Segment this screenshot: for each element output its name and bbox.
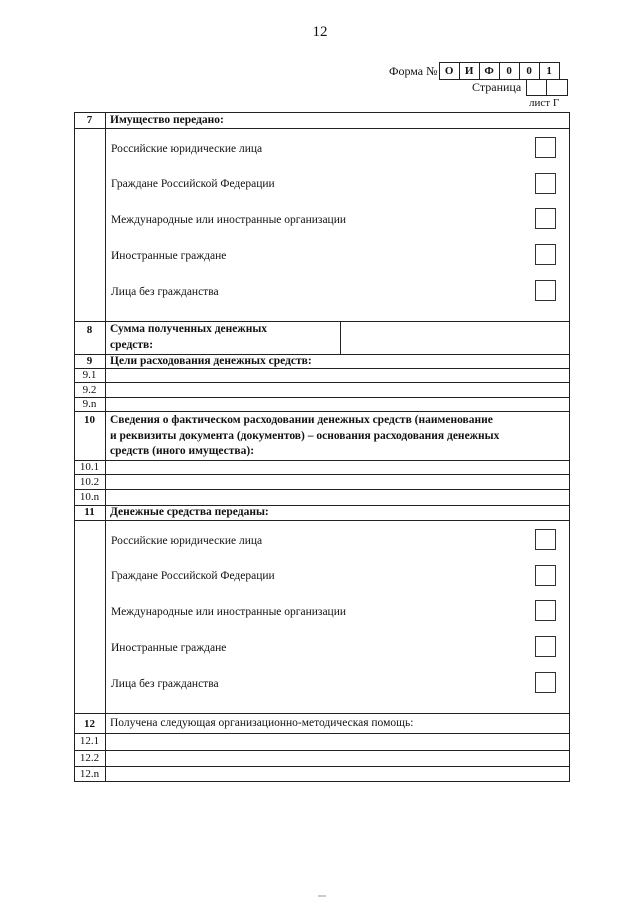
page-label: Страница [472, 80, 522, 94]
section-10-title-line1: Сведения о фактическом расходовании денежных средств (наименование [110, 414, 493, 426]
section-12-row-number: 12.2 [79, 752, 100, 764]
section-7-checkbox[interactable] [535, 173, 556, 194]
section-10-number: 10 [84, 414, 95, 426]
section-9-row-number: 9.n [82, 398, 97, 410]
section-9-title: Цели расходования денежных средств: [110, 355, 312, 367]
form-code-cell[interactable]: И [459, 62, 480, 80]
section-7-option: Российские юридические лица [111, 143, 263, 155]
section-11-checkbox[interactable] [535, 565, 556, 586]
scan-artifact [318, 895, 326, 897]
form-code [389, 62, 560, 80]
section-11-checkbox[interactable] [535, 600, 556, 621]
section-8-number: 8 [86, 324, 93, 336]
section-11-title: Денежные средства переданы: [110, 506, 269, 518]
section-8-amount-field[interactable] [341, 322, 569, 354]
section-7-option: Международные или иностранные организации [111, 214, 347, 226]
section-11-option: Российские юридические лица [111, 535, 263, 547]
section-7-checkbox[interactable] [535, 137, 556, 158]
section-7-option: Иностранные граждане [111, 250, 227, 262]
section-11-option: Лица без гражданства [111, 678, 219, 690]
form-label: Форма № [389, 63, 438, 78]
section-7-title: Имущество передано: [110, 114, 224, 126]
section-10-row-number: 10.1 [79, 461, 100, 473]
section-12-number: 12 [84, 718, 95, 730]
section-7-checkbox[interactable] [535, 208, 556, 229]
section-11-option: Иностранные граждане [111, 642, 227, 654]
form-code-cell[interactable]: О [439, 62, 460, 80]
section-9-row-number: 9.1 [82, 369, 97, 381]
form-code-cell[interactable]: Ф [479, 62, 500, 80]
section-11-checkbox[interactable] [535, 672, 556, 693]
page-number-field[interactable] [526, 79, 568, 96]
section-7-checkbox[interactable] [535, 244, 556, 265]
section-11-checkbox[interactable] [535, 636, 556, 657]
section-9-number: 9 [86, 355, 93, 367]
section-12-row-number: 12.n [79, 768, 100, 780]
section-10-row-number: 10.2 [79, 476, 100, 488]
section-12-row-number: 12.1 [79, 735, 100, 747]
section-10-title-line2: и реквизиты документа (документов) – основания расходования денежных [110, 430, 500, 442]
section-11-number: 11 [84, 506, 95, 518]
section-8-title-line1: Сумма полученных денежных [110, 323, 268, 335]
page-number: 12 [312, 24, 328, 40]
form-code-cell[interactable]: 0 [519, 62, 540, 80]
section-11-checkbox[interactable] [535, 529, 556, 550]
section-7-checkbox[interactable] [535, 280, 556, 301]
section-7-option: Лица без гражданства [111, 286, 219, 298]
section-12-title: Получена следующая организационно-методическая помощь: [110, 717, 414, 729]
form-code-cell[interactable]: 0 [499, 62, 520, 80]
sheet-label: лист Г [529, 97, 560, 109]
section-7-option: Граждане Российской Федерации [111, 178, 275, 190]
section-11-option: Граждане Российской Федерации [111, 570, 275, 582]
section-11-option: Международные или иностранные организации [111, 606, 347, 618]
section-8-title-line2: средств: [110, 339, 154, 351]
form-code-cell[interactable]: 1 [539, 62, 560, 80]
section-10-row-number: 10.n [79, 491, 100, 503]
section-10-title-line3: средств (иного имущества): [110, 445, 255, 457]
section-7-number: 7 [86, 114, 93, 126]
section-9-row-number: 9.2 [82, 384, 97, 396]
